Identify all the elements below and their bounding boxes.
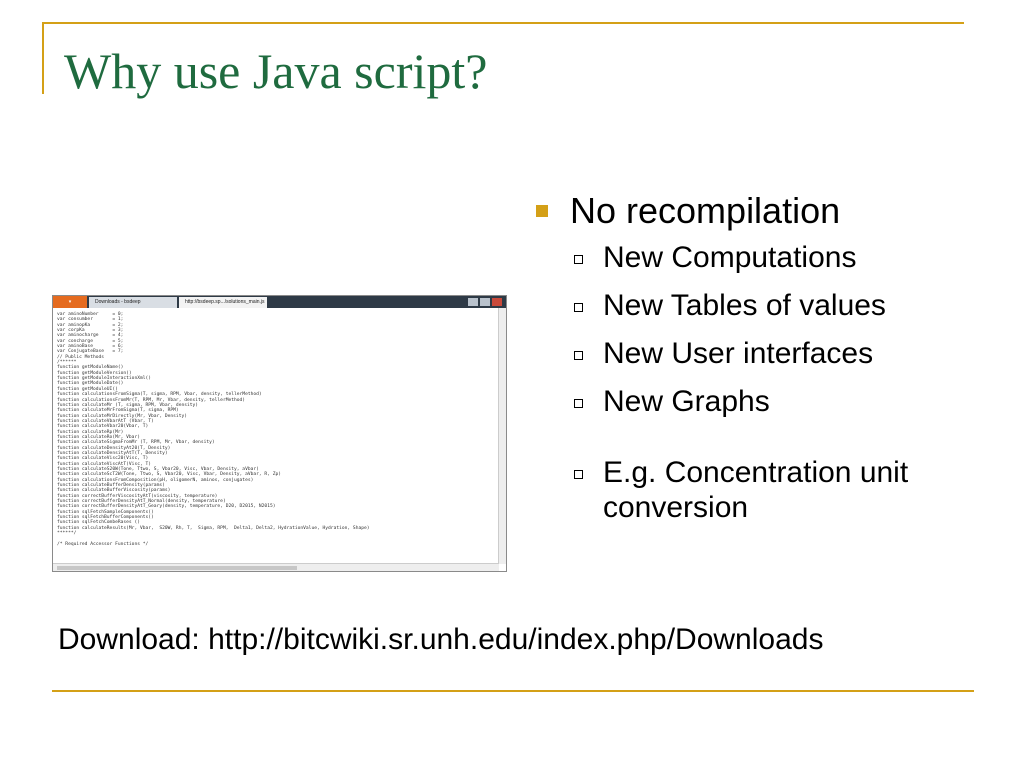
top-divider: [42, 22, 964, 24]
download-link-text: Download: http://bitcwiki.sr.unh.edu/index.php/Downloads: [58, 623, 824, 656]
code-line: function calculationsFromSigma(T, sigma, RPM, Vbar, density, tellerMethod): [57, 392, 262, 398]
code-line: function calculationsFromMr(T, RPM, Mr, Vbar, density, tellerMethod): [57, 397, 246, 403]
hollow-square-bullet-icon: [574, 399, 583, 408]
minimize-icon: [468, 298, 478, 306]
hollow-square-bullet-icon: [574, 303, 583, 312]
browser-menu-icon: ▾: [53, 296, 87, 308]
sub-bullet-item: [574, 288, 996, 323]
code-line: function calculateResults(Mr, Vbar, S20W, Rh, T, Sigma, RPM, Delta1, Delta2, HydrationValue, Hydration, Shape): [57, 525, 370, 531]
code-line: function calculateVbar20(Vbar, T): [57, 424, 149, 430]
code-line: function calculateMrFromSigma(T, sigma, RPM): [57, 408, 179, 414]
bullet-text: No recompilation: [570, 190, 841, 231]
code-line: function sqlFetchSampleComponents(): [57, 509, 154, 515]
browser-tab-active: http://bsdeep.sp.../solutions_main.js: [179, 297, 267, 308]
scroll-thumb: [57, 566, 297, 570]
code-screenshot: [52, 295, 507, 572]
code-line: var aminoNumber = 0;: [57, 312, 124, 317]
sub-bullet-text: New User interfaces: [603, 337, 874, 370]
code-line: function correctBufferDensityAtT_Normal(density, temperature): [57, 499, 226, 505]
code-line: var aminocharge = 4;: [57, 333, 124, 339]
code-line: function calculateVisc20(Visc, T): [57, 456, 149, 462]
hollow-square-bullet-icon: [574, 351, 583, 360]
code-line: function correctBufferViscosityAtT(viscosity, temperature): [57, 493, 218, 499]
code-line: function calculateSigmaFromMr (T, RPM, Mr, Vbar, density): [57, 440, 215, 446]
code-line: var aminoBase = 6;: [57, 344, 124, 350]
code-line: function calculateScT2W(Tone, Ttwo, S, Vbar20, Visc, Vbar, Density, aVbar, R, Zp): [57, 472, 282, 478]
code-line: function calculateBufferDensity(params): [57, 483, 165, 488]
title-accent-bar: [42, 22, 44, 94]
code-line: function getModuleDate(): [57, 381, 124, 387]
sub-bullet-item: [574, 384, 996, 419]
code-line: var corpKa = 3;: [57, 328, 124, 334]
code-line: function sqlFetchCombeRases (): [57, 520, 140, 526]
bullet-list: [536, 190, 996, 538]
code-line: function calculateMr (T, sigma, RPM, Vbar, density): [57, 402, 199, 408]
hollow-square-bullet-icon: [574, 255, 583, 264]
code-listing: [57, 312, 496, 547]
code-line: function calculateRp(Mr): [57, 429, 124, 435]
code-line: function calculateDensityAtT(T, Density): [57, 450, 168, 456]
code-line: function getModuleVersion(): [57, 370, 132, 376]
code-line: var aminopKa = 2;: [57, 322, 124, 328]
code-line: function calculateBufferViscosity(params): [57, 488, 171, 494]
code-line: function calculateMrDirectly(Mr, Vbar, Density): [57, 413, 187, 419]
code-line: function getModuleName(): [57, 365, 124, 371]
code-line: function getModuleUI(): [57, 386, 118, 392]
code-line: // Public Methods: [57, 354, 105, 360]
code-line: function correctBufferDensityAtT_Geary(density, temperature, D20, D2015, N2015): [57, 504, 276, 510]
hollow-square-bullet-icon: [574, 470, 583, 479]
close-icon: [492, 298, 502, 306]
sub-bullet-item: [574, 336, 996, 371]
horizontal-scrollbar: [53, 563, 499, 571]
code-line: function sqlFetchBufferComponents(): [57, 515, 154, 521]
code-line: function getModuleInteractionXml(): [57, 376, 152, 382]
code-line: function calculationsFromComposition(pH, oligomerN, aminos, conjugates): [57, 477, 254, 483]
vertical-scrollbar: [498, 308, 506, 564]
code-line: function calculateViscAtT(Visc, T): [57, 461, 152, 467]
code-line: var consumber = 1;: [57, 317, 124, 323]
sub-bullet-item: [574, 455, 996, 525]
sub-bullet-item: [574, 240, 996, 275]
slide-title: Why use Java script?: [64, 43, 488, 99]
code-line: var ConjugateBase = 7;: [57, 349, 124, 355]
code-line: function calculateRo(Mr, Vbar): [57, 434, 140, 440]
bullet-item: [536, 190, 996, 232]
window-controls: [468, 298, 502, 306]
code-line: function calculateVbarAtT (Vbar, T): [57, 418, 154, 424]
code-line: function calculateS20W(Tone, Ttwo, S, Vbar20, Visc, Vbar, Density, aVbar): [57, 466, 259, 472]
code-line: /* Required Accessor Functions */: [57, 541, 149, 547]
square-bullet-icon: [536, 205, 548, 217]
bottom-divider: [52, 690, 974, 692]
code-line: function calculateDensityAt20(T, Density): [57, 445, 171, 451]
code-line: var concharge = 5;: [57, 338, 124, 344]
sub-bullet-text: New Tables of values: [603, 289, 886, 322]
sub-bullet-text: New Graphs: [603, 385, 770, 418]
browser-tab: Downloads - bsdeep: [89, 297, 177, 308]
sub-bullet-text: E.g. Concentration unit conversion: [603, 456, 909, 524]
browser-tab-bar: [53, 296, 506, 308]
code-line: /******: [57, 360, 77, 366]
code-line: ******/: [57, 531, 77, 537]
maximize-icon: [480, 298, 490, 306]
sub-bullet-text: New Computations: [603, 241, 857, 274]
